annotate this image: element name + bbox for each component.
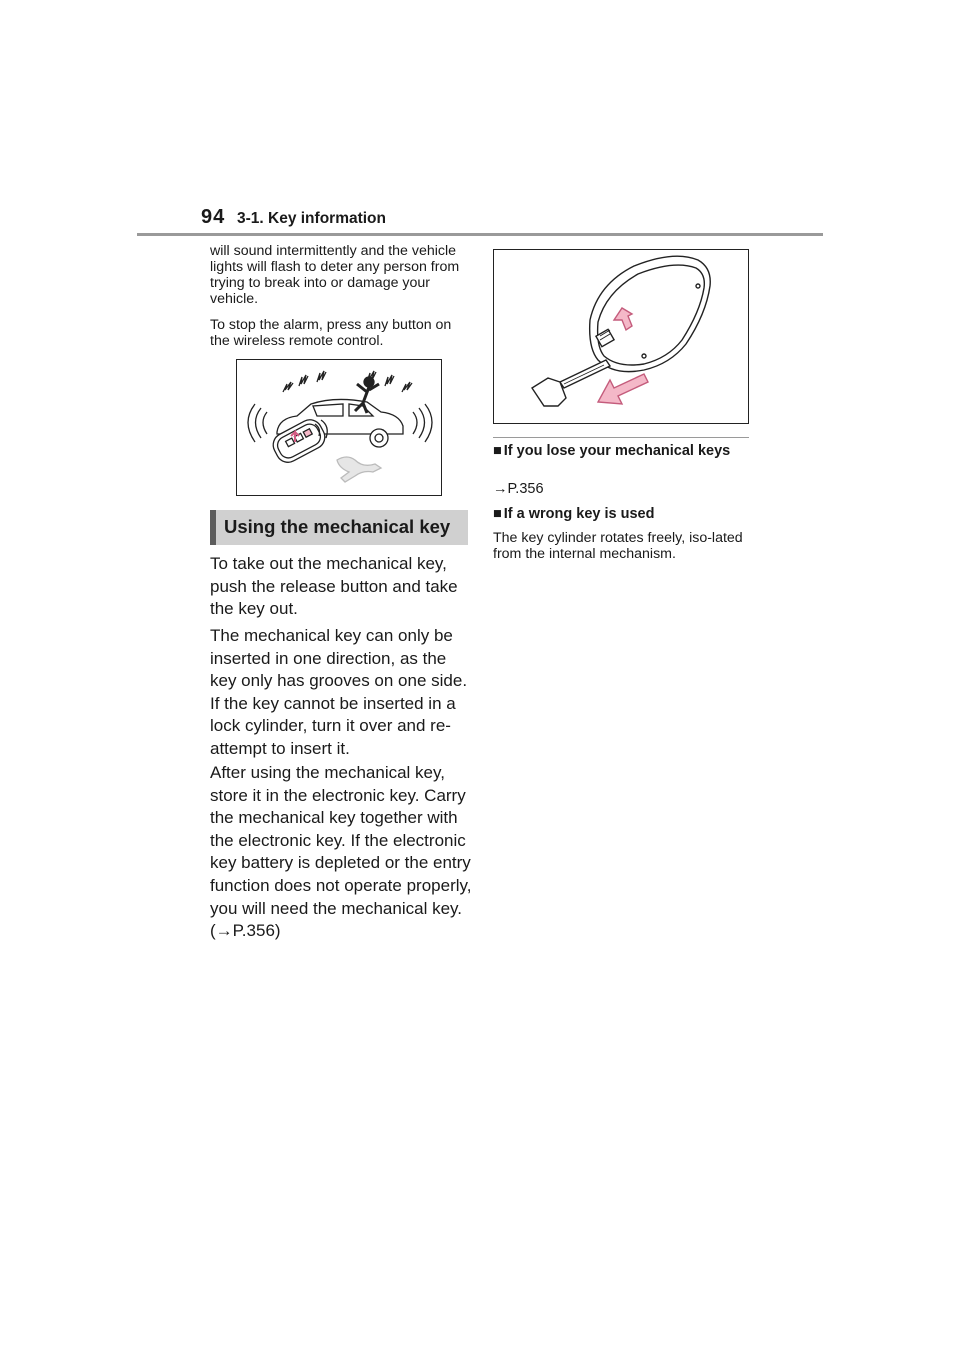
alarm-car-icon bbox=[237, 360, 440, 494]
wrong-key-heading: ■ If a wrong key is used bbox=[493, 506, 655, 522]
paragraph-store-key: After using the mechanical key, store it in the electronic key. Carry the mechanical key together with the electronic key. If the electronic key battery is depleted or the entry function does not operate properly, you will need the mechanical key. (→P.356) bbox=[210, 763, 472, 941]
intro-text: will sound intermittently and the vehicle lights will flash to deter any person from trying to break into or damage your vehicle. bbox=[210, 243, 460, 307]
alarm-illustration bbox=[236, 359, 442, 496]
lost-key-heading: ■ If you lose your mechanical keys bbox=[493, 443, 731, 459]
page-number: 94 bbox=[201, 206, 226, 228]
key-fob-icon bbox=[494, 250, 747, 422]
section-heading bbox=[210, 510, 468, 545]
paragraph-take-out: To take out the mechanical key, push the release button and take the key out. bbox=[210, 554, 458, 619]
alarm-stop-text: To stop the alarm, press any button on the wireless remote control. bbox=[210, 317, 452, 349]
lost-key-reference[interactable]: →P.356 bbox=[493, 481, 544, 497]
header-rule bbox=[137, 233, 823, 236]
left-column-top bbox=[210, 243, 472, 349]
square-bullet-icon: ■ bbox=[493, 443, 502, 459]
paragraph-insert-direction: The mechanical key can only be inserted in one direction, as the key only has grooves on one side. If the key cannot be inserted in a lock cylinder, turn it over and re-attempt to insert it. bbox=[210, 626, 468, 758]
square-bullet-icon: ■ bbox=[493, 506, 502, 522]
section-title: 3-1. Key information bbox=[237, 210, 386, 227]
right-divider bbox=[493, 437, 749, 438]
section-heading-text: Using the mechanical key bbox=[224, 516, 451, 537]
wrong-key-text: The key cylinder rotates freely, iso-lated from the internal mechanism. bbox=[493, 530, 743, 562]
mechanical-key-illustration bbox=[493, 249, 749, 424]
